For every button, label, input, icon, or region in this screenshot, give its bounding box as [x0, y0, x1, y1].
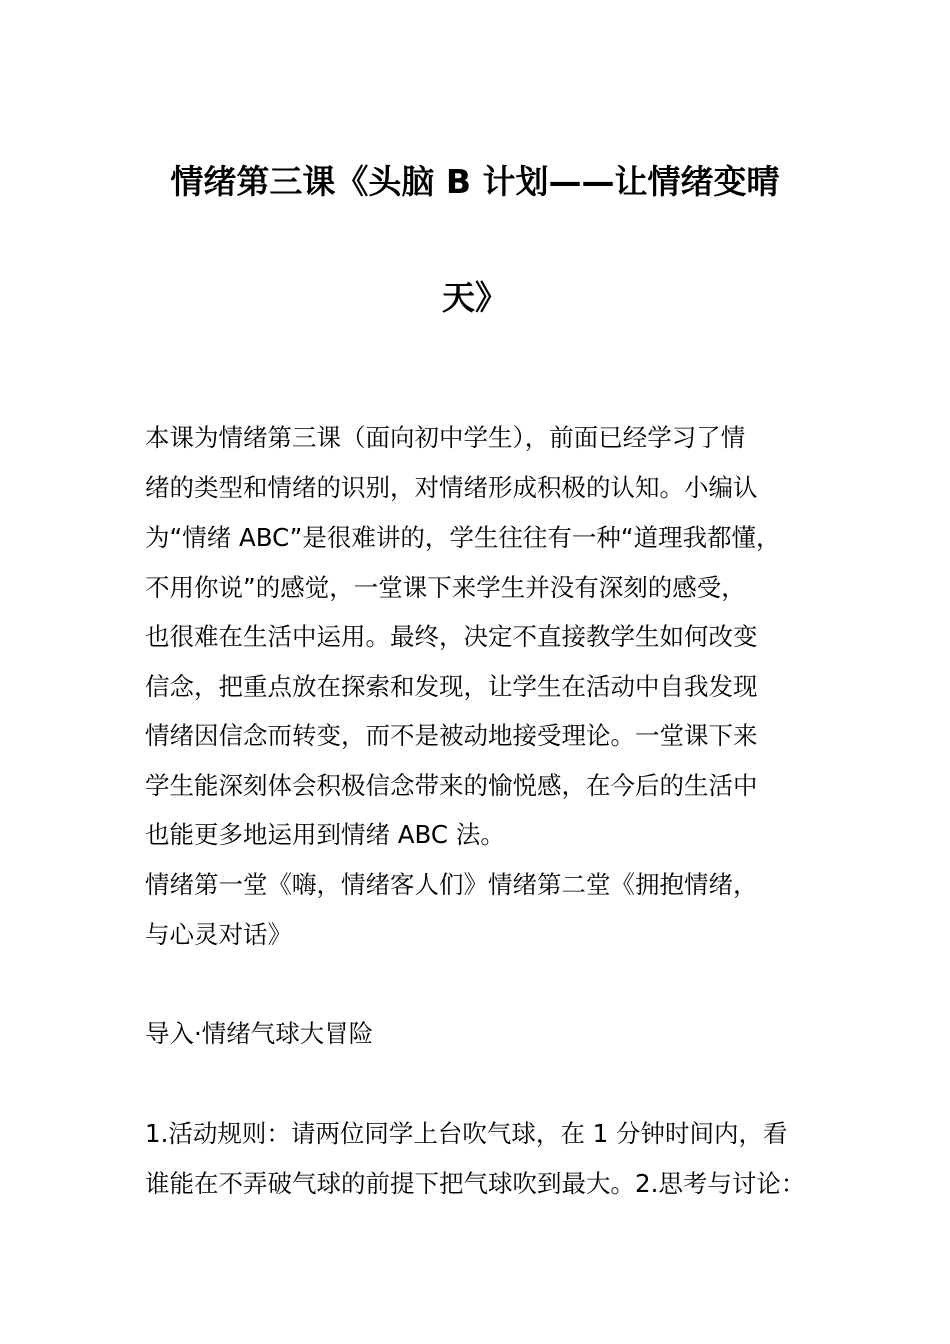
section-heading: 导入·情绪气球大冒险 — [145, 1019, 374, 1048]
activity-line: 1.活动规则：请两位同学上台吹气球，在 1 分钟时间内，看 — [145, 1119, 788, 1148]
intro-line: 也很难在生活中运用。最终，决定不直接教学生如何改变 — [145, 622, 758, 651]
intro-line: 情绪因信念而转变，而不是被动地接受理论。一堂课下来 — [145, 721, 758, 750]
intro-line: 本课为情绪第三课（面向初中学生），前面已经学习了情 — [145, 423, 746, 452]
intro-line: 不用你说”的感觉，一堂课下来学生并没有深刻的感受， — [145, 573, 746, 602]
document-title-line-2: 天》 — [442, 278, 508, 317]
intro-line: 绪的类型和情绪的识别，对情绪形成积极的认知。小编认 — [145, 473, 758, 502]
intro-line: 也能更多地运用到情绪 ABC 法。 — [145, 820, 505, 849]
document-title-line-1: 情绪第三课《头脑 B 计划——让情绪变晴 — [170, 162, 780, 201]
intro-line: 学生能深刻体会积极信念带来的愉悦感，在今后的生活中 — [145, 771, 758, 800]
series-line: 情绪第一堂《嗨，情绪客人们》情绪第二堂《拥抱情绪， — [145, 870, 758, 899]
intro-line: 为“情绪 ABC”是很难讲的，学生往往有一种“道理我都懂， — [145, 523, 781, 552]
intro-line: 信念，把重点放在探索和发现，让学生在活动中自我发现 — [145, 672, 758, 701]
series-line: 与心灵对话》 — [145, 920, 292, 949]
activity-line: 谁能在不弄破气球的前提下把气球吹到最大。2.思考与讨论： — [145, 1169, 806, 1198]
